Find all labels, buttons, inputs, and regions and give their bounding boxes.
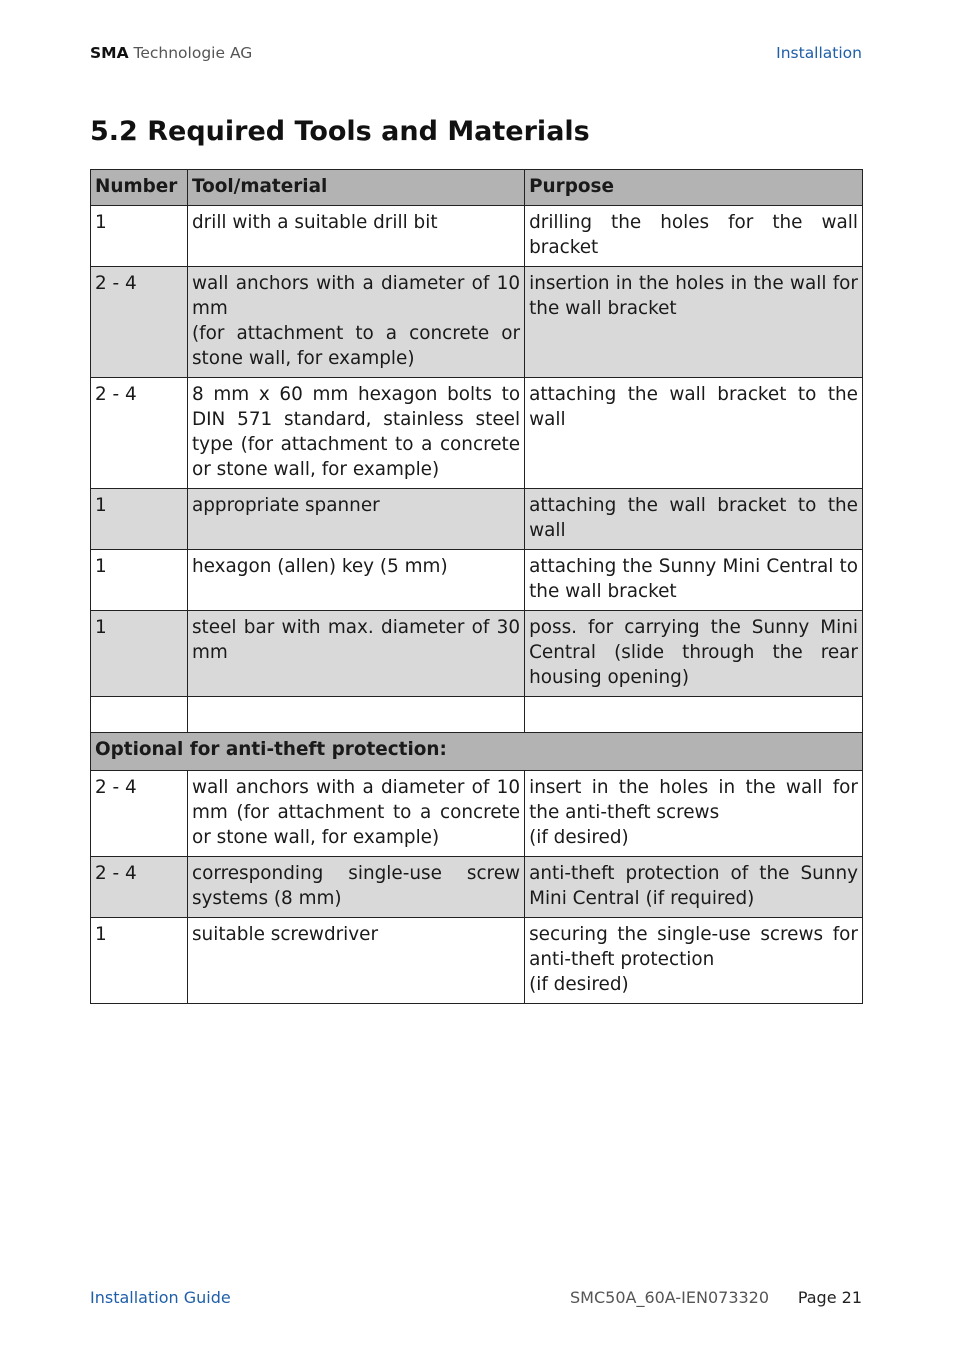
cell-tool: wall anchors with a diameter of 10 mm (for attachment to a concrete or stone wall, for example) xyxy=(187,267,524,378)
cell-purpose: insertion in the holes in the wall for the wall bracket xyxy=(525,267,863,378)
cell-purpose: poss. for carrying the Sunny Mini Central (slide through the rear housing opening) xyxy=(525,611,863,697)
column-header-tool: Tool/material xyxy=(187,170,524,206)
optional-heading-row xyxy=(91,733,863,771)
cell-purpose: drilling the holes for the wall bracket xyxy=(525,206,863,267)
table-row xyxy=(91,489,863,550)
page-number: Page 21 xyxy=(797,1288,862,1307)
cell-purpose: anti-theft protection of the Sunny Mini Central (if required) xyxy=(525,857,863,918)
cell-number: 1 xyxy=(91,550,188,611)
cell-number: 1 xyxy=(91,918,188,1004)
cell-purpose: attaching the wall bracket to the wall xyxy=(525,378,863,489)
table-row xyxy=(91,918,863,1004)
cell-purpose: insert in the holes in the wall for the anti-theft screws (if desired) xyxy=(525,771,863,857)
cell-number: 2 - 4 xyxy=(91,857,188,918)
table-row xyxy=(91,611,863,697)
cell-purpose: attaching the wall bracket to the wall xyxy=(525,489,863,550)
page-header xyxy=(90,44,862,68)
tools-table xyxy=(90,169,863,1004)
cell-tool: 8 mm x 60 mm hexagon bolts to DIN 571 standard, stainless steel type (for attachment to a concrete or stone wall, for example) xyxy=(187,378,524,489)
cell-tool: steel bar with max. diameter of 30 mm xyxy=(187,611,524,697)
table-row xyxy=(91,267,863,378)
table-row xyxy=(91,550,863,611)
page-footer xyxy=(90,1288,862,1312)
cell-purpose: securing the single-use screws for anti-theft protection (if desired) xyxy=(525,918,863,1004)
cell-tool: corresponding single-use screw systems (8 mm) xyxy=(187,857,524,918)
table-row xyxy=(91,206,863,267)
cell-number: 1 xyxy=(91,611,188,697)
table-row xyxy=(91,857,863,918)
table-row-empty xyxy=(91,697,863,733)
cell-tool: suitable screwdriver xyxy=(187,918,524,1004)
table-row xyxy=(91,771,863,857)
column-header-number: Number xyxy=(91,170,188,206)
cell-number: 1 xyxy=(91,206,188,267)
cell-tool: wall anchors with a diameter of 10 mm (for attachment to a concrete or stone wall, for example) xyxy=(187,771,524,857)
cell-number: 2 - 4 xyxy=(91,267,188,378)
column-header-purpose: Purpose xyxy=(525,170,863,206)
cell-empty xyxy=(91,697,188,733)
table-header-row xyxy=(91,170,863,206)
cell-number: 1 xyxy=(91,489,188,550)
optional-heading: Optional for anti-theft protection: xyxy=(91,733,863,771)
cell-tool: hexagon (allen) key (5 mm) xyxy=(187,550,524,611)
document-id: SMC50A_60A-IEN073320 xyxy=(570,1288,770,1307)
page-title: 5.2 Required Tools and Materials xyxy=(90,116,590,147)
company-name-rest: Technologie AG xyxy=(128,44,253,62)
cell-purpose: attaching the Sunny Mini Central to the wall bracket xyxy=(525,550,863,611)
guide-name: Installation Guide xyxy=(90,1288,231,1307)
brand-name: SMA xyxy=(90,44,129,62)
cell-tool: drill with a suitable drill bit xyxy=(187,206,524,267)
cell-number: 2 - 4 xyxy=(91,378,188,489)
cell-number: 2 - 4 xyxy=(91,771,188,857)
cell-tool: appropriate spanner xyxy=(187,489,524,550)
company-name xyxy=(90,44,252,62)
table-row xyxy=(91,378,863,489)
section-name: Installation xyxy=(776,44,862,62)
cell-empty xyxy=(525,697,863,733)
cell-empty xyxy=(187,697,524,733)
